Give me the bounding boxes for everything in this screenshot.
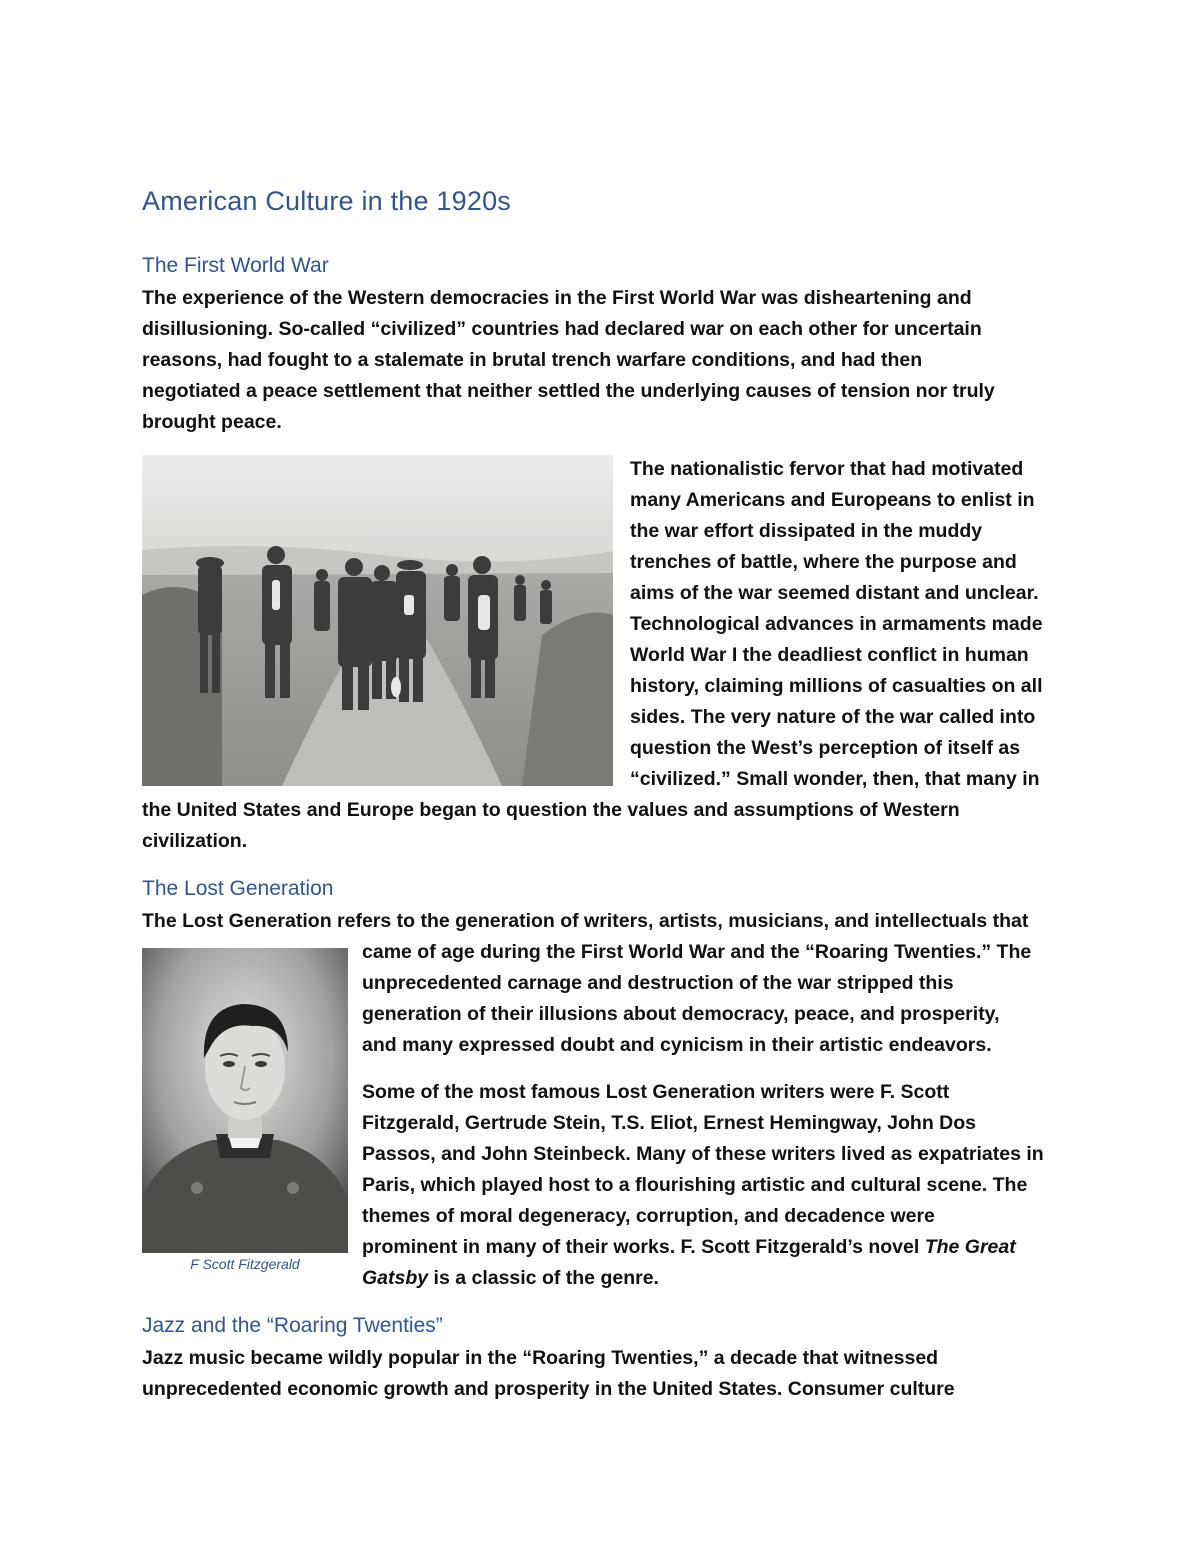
document-title: American Culture in the 1920s <box>142 186 511 217</box>
text-line <box>362 1263 1072 1294</box>
fitzgerald-portrait-photo <box>142 948 348 1253</box>
text-line: The nationalistic fervor that had motivated <box>630 458 1024 480</box>
paragraph-lost-generation-continued <box>362 937 1072 1061</box>
text-line: Technological advances in armaments made <box>630 613 1043 635</box>
text-line: came of age during the First World War and the “Roaring Twenties.” The <box>362 941 1032 963</box>
paragraph-lost-generation-writers <box>362 1077 1072 1294</box>
text-line: The experience of the Western democracies in the First World War was disheartening and <box>142 287 972 309</box>
text-line: aims of the war seemed distant and unclear. <box>630 582 1039 604</box>
text-line: Paris, which played host to a flourishing artistic and cultural scene. The <box>362 1174 1028 1196</box>
text-line: themes of moral degeneracy, corruption, and decadence were <box>362 1205 935 1227</box>
text-line: generation of their illusions about democracy, peace, and prosperity, <box>362 1003 1000 1025</box>
text-line: World War I the deadliest conflict in human <box>630 644 1029 666</box>
heading-jazz-roaring-twenties: Jazz and the “Roaring Twenties” <box>142 1314 443 1337</box>
text-line: The Lost Generation refers to the generation of writers, artists, musicians, and intellectuals that <box>142 910 1029 932</box>
paragraph-first-world-war-intro <box>142 283 1062 438</box>
book-title-great-gatsby-part1: The Great <box>924 1236 1016 1258</box>
text-line: trenches of battle, where the purpose and <box>630 551 1017 573</box>
fitzgerald-photo-caption: F Scott Fitzgerald <box>190 1256 300 1272</box>
text-line: brought peace. <box>142 411 282 433</box>
text-line: the war effort dissipated in the muddy <box>630 520 983 542</box>
text-line: and many expressed doubt and cynicism in their artistic endeavors. <box>362 1034 992 1056</box>
text-line: unprecedented economic growth and prosperity in the United States. Consumer culture <box>142 1378 955 1400</box>
paragraph-jazz <box>142 1343 1062 1405</box>
book-title-great-gatsby-part2: Gatsby <box>362 1267 429 1289</box>
text-line <box>362 1232 1072 1263</box>
text-line: Jazz music became wildly popular in the “Roaring Twenties,” a decade that witnessed <box>142 1347 939 1369</box>
text-line: Some of the most famous Lost Generation writers were F. Scott <box>362 1081 950 1103</box>
text-line: many Americans and Europeans to enlist in <box>630 489 1035 511</box>
text-line: sides. The very nature of the war called into <box>630 706 1036 728</box>
text-line: the United States and Europe began to question the values and assumptions of Western <box>142 799 960 821</box>
paragraph-lost-generation-first-line <box>142 906 1072 937</box>
text-line: question the West’s perception of itself as <box>630 737 1021 759</box>
paragraph-nationalistic-fervor <box>630 454 1070 795</box>
text-line: disillusioning. So-called “civilized” countries had declared war on each other for uncertain <box>142 318 982 340</box>
text-line: unprecedented carnage and destruction of the war stripped this <box>362 972 954 994</box>
text-segment: prominent in many of their works. F. Scott Fitzgerald’s novel <box>362 1236 925 1258</box>
heading-lost-generation: The Lost Generation <box>142 877 334 900</box>
text-line: Fitzgerald, Gertrude Stein, T.S. Eliot, Ernest Hemingway, John Dos <box>362 1112 976 1134</box>
fitzgerald-portrait-illustration <box>142 948 348 1253</box>
text-line: civilization. <box>142 830 248 852</box>
wwi-soldiers-photo <box>142 455 613 786</box>
text-segment: is a classic of the genre. <box>428 1267 659 1289</box>
wwi-photo-illustration <box>142 455 613 786</box>
text-line: “civilized.” Small wonder, then, that many in <box>630 768 1040 790</box>
text-line: Passos, and John Steinbeck. Many of these writers lived as expatriates in <box>362 1143 1044 1165</box>
heading-first-world-war: The First World War <box>142 254 329 277</box>
text-line: negotiated a peace settlement that neither settled the underlying causes of tension nor truly <box>142 380 995 402</box>
text-line: history, claiming millions of casualties on all <box>630 675 1043 697</box>
paragraph-nationalistic-fervor-continued <box>142 795 1062 857</box>
text-line: reasons, had fought to a stalemate in brutal trench warfare conditions, and had then <box>142 349 923 371</box>
